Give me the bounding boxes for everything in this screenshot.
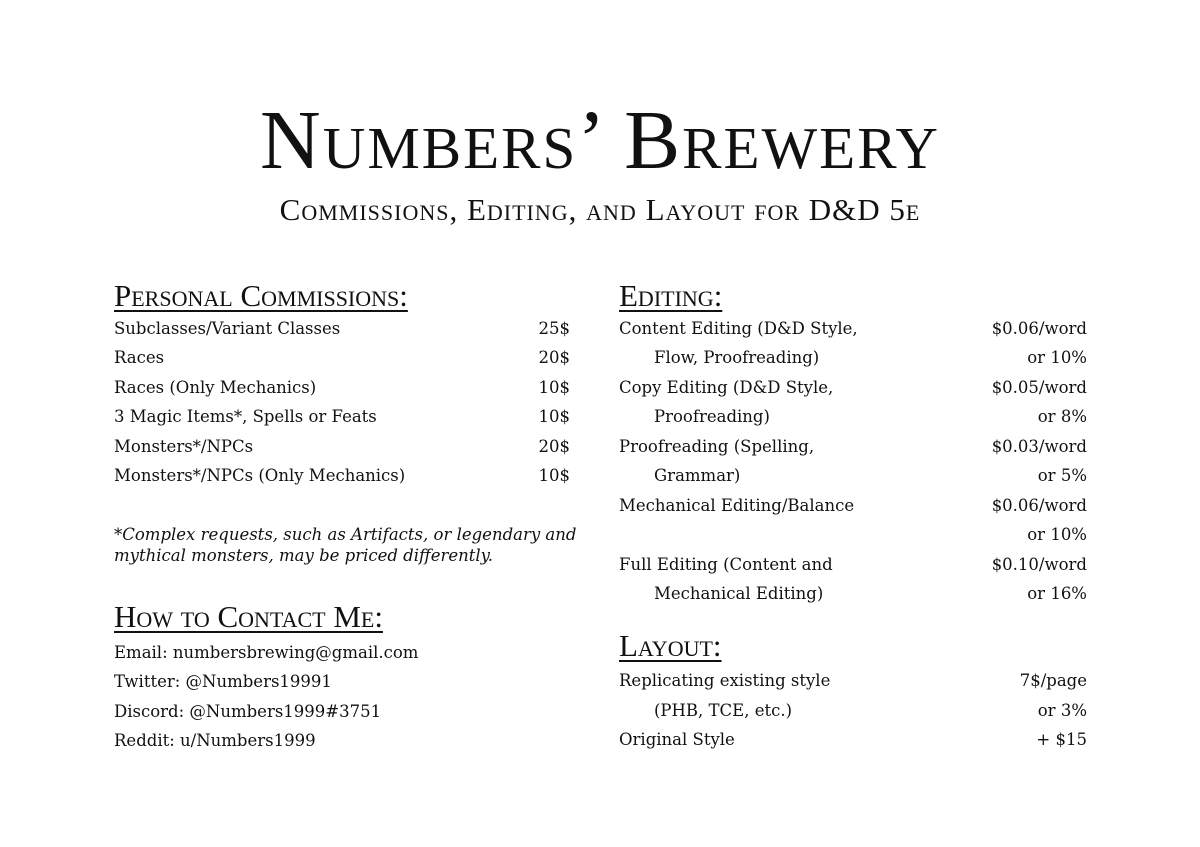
commission-price: 10$ (538, 378, 570, 397)
editing-item-continued (619, 523, 1087, 547)
commission-item (114, 317, 570, 341)
contact-twitter: Twitter: @Numbers19991 (114, 672, 332, 691)
editing-price-alt: or 10% (1027, 525, 1087, 544)
contact-heading: How to Contact Me: (114, 599, 383, 634)
layout-label: Replicating existing style (619, 671, 831, 690)
editing-label-continued: Flow, Proofreading) (654, 348, 820, 367)
editing-item-continued (619, 464, 1087, 488)
layout-item (619, 669, 1087, 693)
commission-label: Monsters*/NPCs (Only Mechanics) (114, 466, 406, 485)
contact-discord: Discord: @Numbers1999#3751 (114, 702, 382, 721)
page-title: Numbers’ Brewery (260, 94, 940, 187)
layout-label: Original Style (619, 730, 735, 749)
personal-commissions-heading: Personal Commissions: (114, 278, 408, 313)
contact-reddit: Reddit: u/Numbers1999 (114, 731, 316, 750)
editing-price: $0.05/word (991, 378, 1087, 397)
layout-item (619, 728, 1087, 752)
layout-item-continued (619, 699, 1087, 723)
editing-price-alt: or 8% (1037, 407, 1087, 426)
layout-price: + $15 (1036, 730, 1087, 749)
contact-email: Email: numbersbrewing@gmail.com (114, 643, 419, 662)
commission-price: 20$ (538, 348, 570, 367)
commission-label: Races (114, 348, 165, 367)
editing-label: Content Editing (D&D Style, (619, 319, 858, 338)
editing-item (619, 553, 1087, 577)
commission-item (114, 346, 570, 370)
commission-price: 25$ (538, 319, 570, 338)
commission-label: Subclasses/Variant Classes (114, 319, 341, 338)
commission-label: Monsters*/NPCs (114, 437, 254, 456)
editing-price: $0.10/word (991, 555, 1087, 574)
editing-label: Full Editing (Content and (619, 555, 833, 574)
editing-price: $0.03/word (991, 437, 1087, 456)
editing-price-alt: or 5% (1037, 466, 1087, 485)
layout-label-continued: (PHB, TCE, etc.) (654, 701, 793, 720)
editing-item-continued (619, 582, 1087, 606)
editing-item (619, 317, 1087, 341)
editing-label: Proofreading (Spelling, (619, 437, 815, 456)
editing-label: Copy Editing (D&D Style, (619, 378, 834, 397)
commission-item (114, 405, 570, 429)
editing-price: $0.06/word (991, 496, 1087, 515)
editing-heading: Editing: (619, 278, 723, 313)
commission-price: 10$ (538, 466, 570, 485)
editing-label: Mechanical Editing/Balance (619, 496, 855, 515)
editing-price-alt: or 10% (1027, 348, 1087, 367)
commission-price: 10$ (538, 407, 570, 426)
pricing-footnote: *Complex requests, such as Artifacts, or legendary and mythical monsters, may be priced differently. (114, 525, 577, 565)
editing-label-continued: Grammar) (654, 466, 741, 485)
layout-heading: Layout: (619, 628, 722, 663)
commission-label: 3 Magic Items*, Spells or Feats (114, 407, 377, 426)
editing-item (619, 494, 1087, 518)
editing-item-continued (619, 346, 1087, 370)
editing-label-continued: Proofreading) (654, 407, 770, 426)
editing-item (619, 376, 1087, 400)
editing-price: $0.06/word (991, 319, 1087, 338)
editing-price-alt: or 16% (1027, 584, 1087, 603)
editing-item-continued (619, 405, 1087, 429)
layout-price-alt: or 3% (1037, 701, 1087, 720)
layout-price: 7$/page (1019, 671, 1087, 690)
editing-item (619, 435, 1087, 459)
page-subtitle: Commissions, Editing, and Layout for D&D 5e (279, 192, 921, 227)
commission-item (114, 435, 570, 459)
commission-item (114, 464, 570, 488)
editing-label-continued: Mechanical Editing) (654, 584, 824, 603)
commission-price: 20$ (538, 437, 570, 456)
commission-item (114, 376, 570, 400)
commission-label: Races (Only Mechanics) (114, 378, 317, 397)
